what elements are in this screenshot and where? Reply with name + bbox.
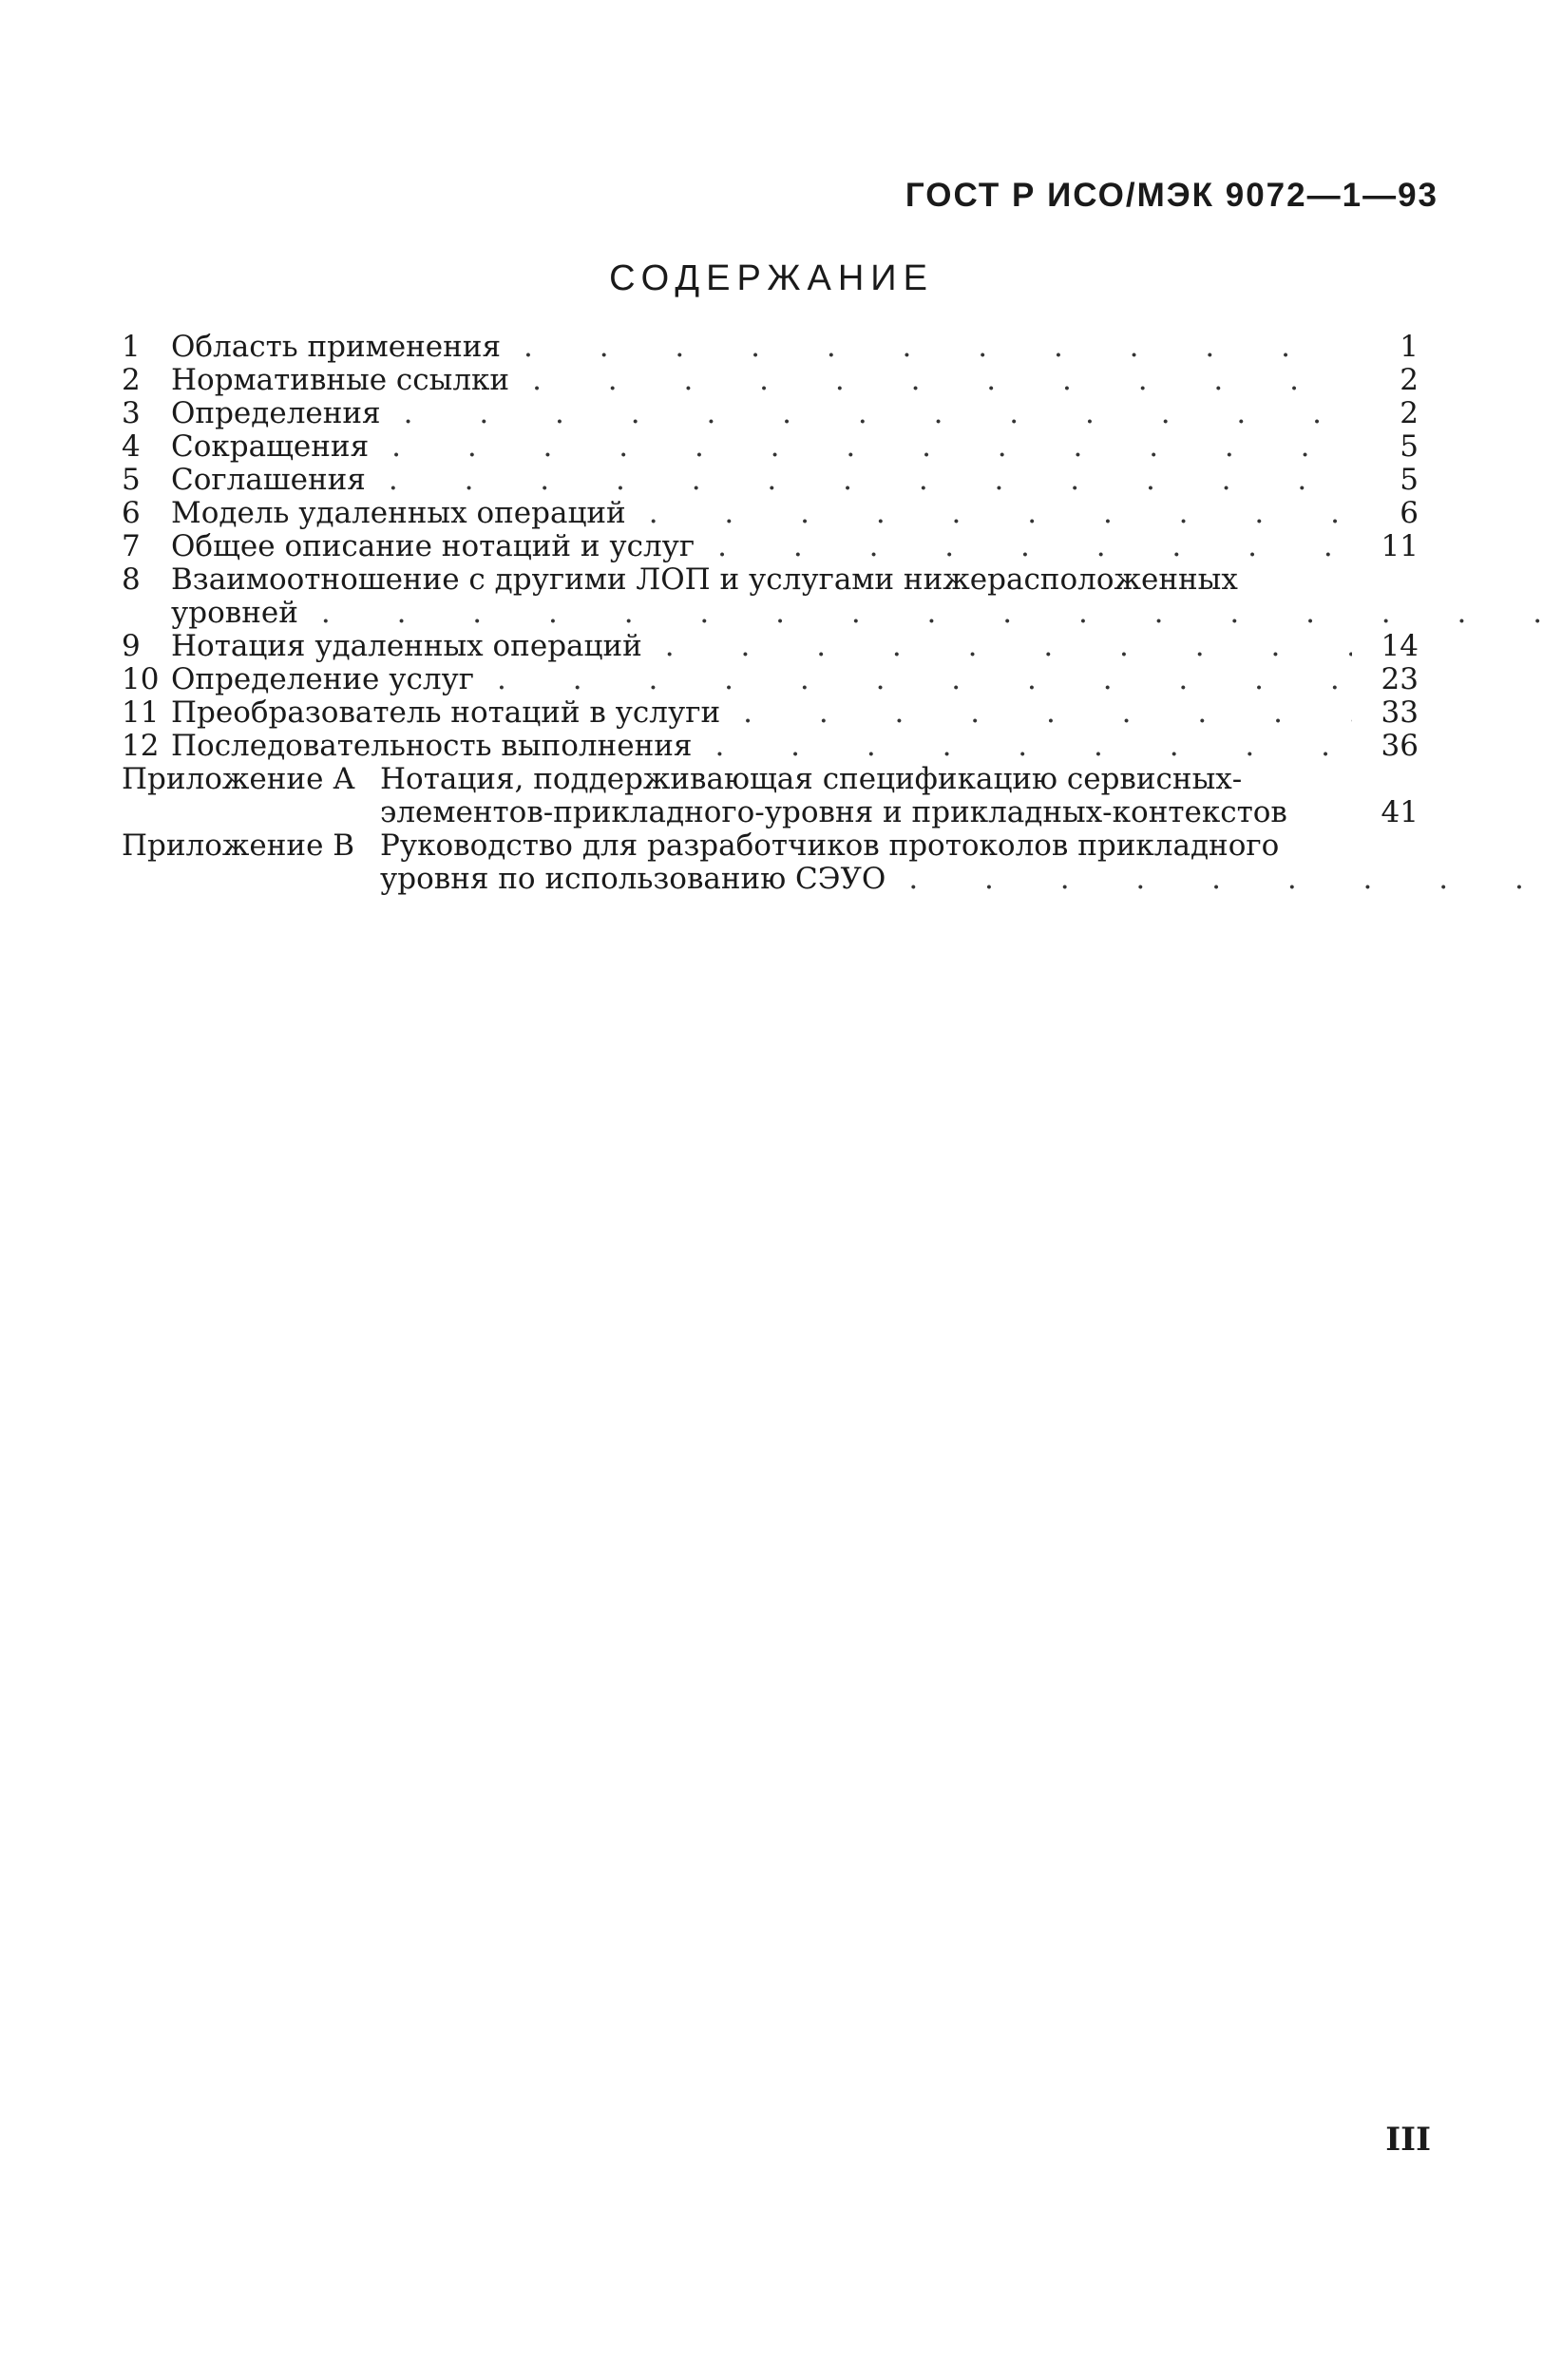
toc-entry-10[interactable] bbox=[122, 663, 1419, 696]
toc-entry-1[interactable] bbox=[122, 331, 1419, 364]
page-number: III bbox=[1385, 2121, 1431, 2159]
toc-entry-title-line1: Взаимоотношение с другими ЛОП и услугами нижерасположенных bbox=[171, 562, 1238, 597]
toc-entry-number: 3 bbox=[122, 396, 141, 430]
appendix-label: Приложение А bbox=[122, 762, 355, 796]
toc-entry-title: Определение услуг bbox=[171, 663, 475, 696]
toc-entry-page: 5 bbox=[1400, 429, 1419, 464]
appendix-title-line2: уровня по использованию СЭУО bbox=[380, 863, 886, 896]
toc-entry-title: Определения bbox=[171, 397, 381, 430]
toc-entry-page: 2 bbox=[1400, 396, 1419, 430]
toc-entry-12[interactable] bbox=[122, 730, 1419, 763]
toc-entry-number: 4 bbox=[122, 429, 141, 464]
standard-designation: ГОСТ Р ИСО/МЭК 9072—1—93 bbox=[905, 177, 1438, 214]
toc-entry-number: 1 bbox=[122, 330, 141, 364]
toc-entry-5[interactable] bbox=[122, 464, 1419, 497]
leader-dots bbox=[743, 696, 1352, 730]
toc-entry-number: 10 bbox=[122, 662, 160, 696]
toc-entry-3[interactable] bbox=[122, 397, 1419, 430]
page-title: СОДЕРЖАНИЕ bbox=[609, 258, 934, 298]
toc-entry-page: 14 bbox=[1381, 629, 1419, 663]
leader-dots bbox=[714, 730, 1352, 763]
toc-entry-page: 5 bbox=[1400, 463, 1419, 497]
leader-dots bbox=[665, 630, 1352, 663]
toc-entry-title: Соглашения bbox=[171, 464, 366, 497]
leader-dots bbox=[717, 530, 1352, 563]
appendix-page: 41 bbox=[1381, 795, 1419, 829]
toc-entry-page: 6 bbox=[1400, 496, 1419, 530]
leader-dots bbox=[391, 430, 1352, 464]
toc-entry-2[interactable] bbox=[122, 364, 1419, 397]
toc-entry-number: 7 bbox=[122, 529, 141, 563]
leader-dots bbox=[524, 331, 1352, 364]
toc-entry-7[interactable] bbox=[122, 530, 1419, 563]
toc-entry-11[interactable] bbox=[122, 696, 1419, 730]
toc-entry-number: 2 bbox=[122, 363, 141, 397]
leader-dots bbox=[321, 597, 1543, 630]
toc-entry-number: 8 bbox=[122, 562, 141, 597]
leader-dots bbox=[908, 863, 1543, 896]
toc-entry-8[interactable] bbox=[122, 563, 1419, 630]
toc-entry-title: Общее описание нотаций и услуг bbox=[171, 530, 695, 563]
appendix-title-line2: элементов-прикладного-уровня и прикладных-контекстов bbox=[380, 796, 1287, 829]
toc-entry-6[interactable] bbox=[122, 497, 1419, 530]
toc-entry-number: 11 bbox=[122, 695, 160, 730]
leader-dots bbox=[389, 464, 1352, 497]
toc-entry-title: Нормативные ссылки bbox=[171, 364, 510, 397]
leader-dots bbox=[532, 364, 1352, 397]
toc-entry-title: Модель удаленных операций bbox=[171, 497, 626, 530]
toc-entry-page: 36 bbox=[1381, 729, 1419, 763]
leader-dots bbox=[649, 497, 1352, 530]
toc-entry-title: Преобразователь нотаций в услуги bbox=[171, 696, 721, 730]
toc-appendix-a[interactable] bbox=[122, 763, 1419, 829]
toc-entry-page: 1 bbox=[1400, 330, 1419, 364]
toc-entry-title: Сокращения bbox=[171, 430, 370, 464]
toc-entry-title: Область применения bbox=[171, 331, 502, 364]
toc-entry-page: 11 bbox=[1381, 529, 1419, 563]
toc-entry-page: 2 bbox=[1400, 363, 1419, 397]
toc-entry-page: 23 bbox=[1381, 662, 1419, 696]
appendix-title-line1: Нотация, поддерживающая спецификацию сервисных- bbox=[380, 762, 1243, 796]
leader-dots bbox=[497, 663, 1352, 696]
toc-entry-number: 12 bbox=[122, 729, 160, 763]
appendix-label: Приложение В bbox=[122, 828, 355, 863]
toc-entry-9[interactable] bbox=[122, 630, 1419, 663]
toc-entry-page: 33 bbox=[1381, 695, 1419, 730]
toc-entry-title: Последовательность выполнения bbox=[171, 730, 693, 763]
toc-entry-number: 5 bbox=[122, 463, 141, 497]
leader-dots bbox=[404, 397, 1352, 430]
table-of-contents bbox=[122, 331, 1419, 896]
toc-entry-4[interactable] bbox=[122, 430, 1419, 464]
toc-entry-number: 6 bbox=[122, 496, 141, 530]
toc-entry-number: 9 bbox=[122, 629, 141, 663]
toc-appendix-b[interactable] bbox=[122, 829, 1419, 896]
toc-entry-title: Нотация удаленных операций bbox=[171, 630, 642, 663]
toc-entry-title-line2: уровней bbox=[171, 597, 298, 630]
appendix-title-line1: Руководство для разработчиков протоколов прикладного bbox=[380, 828, 1280, 863]
